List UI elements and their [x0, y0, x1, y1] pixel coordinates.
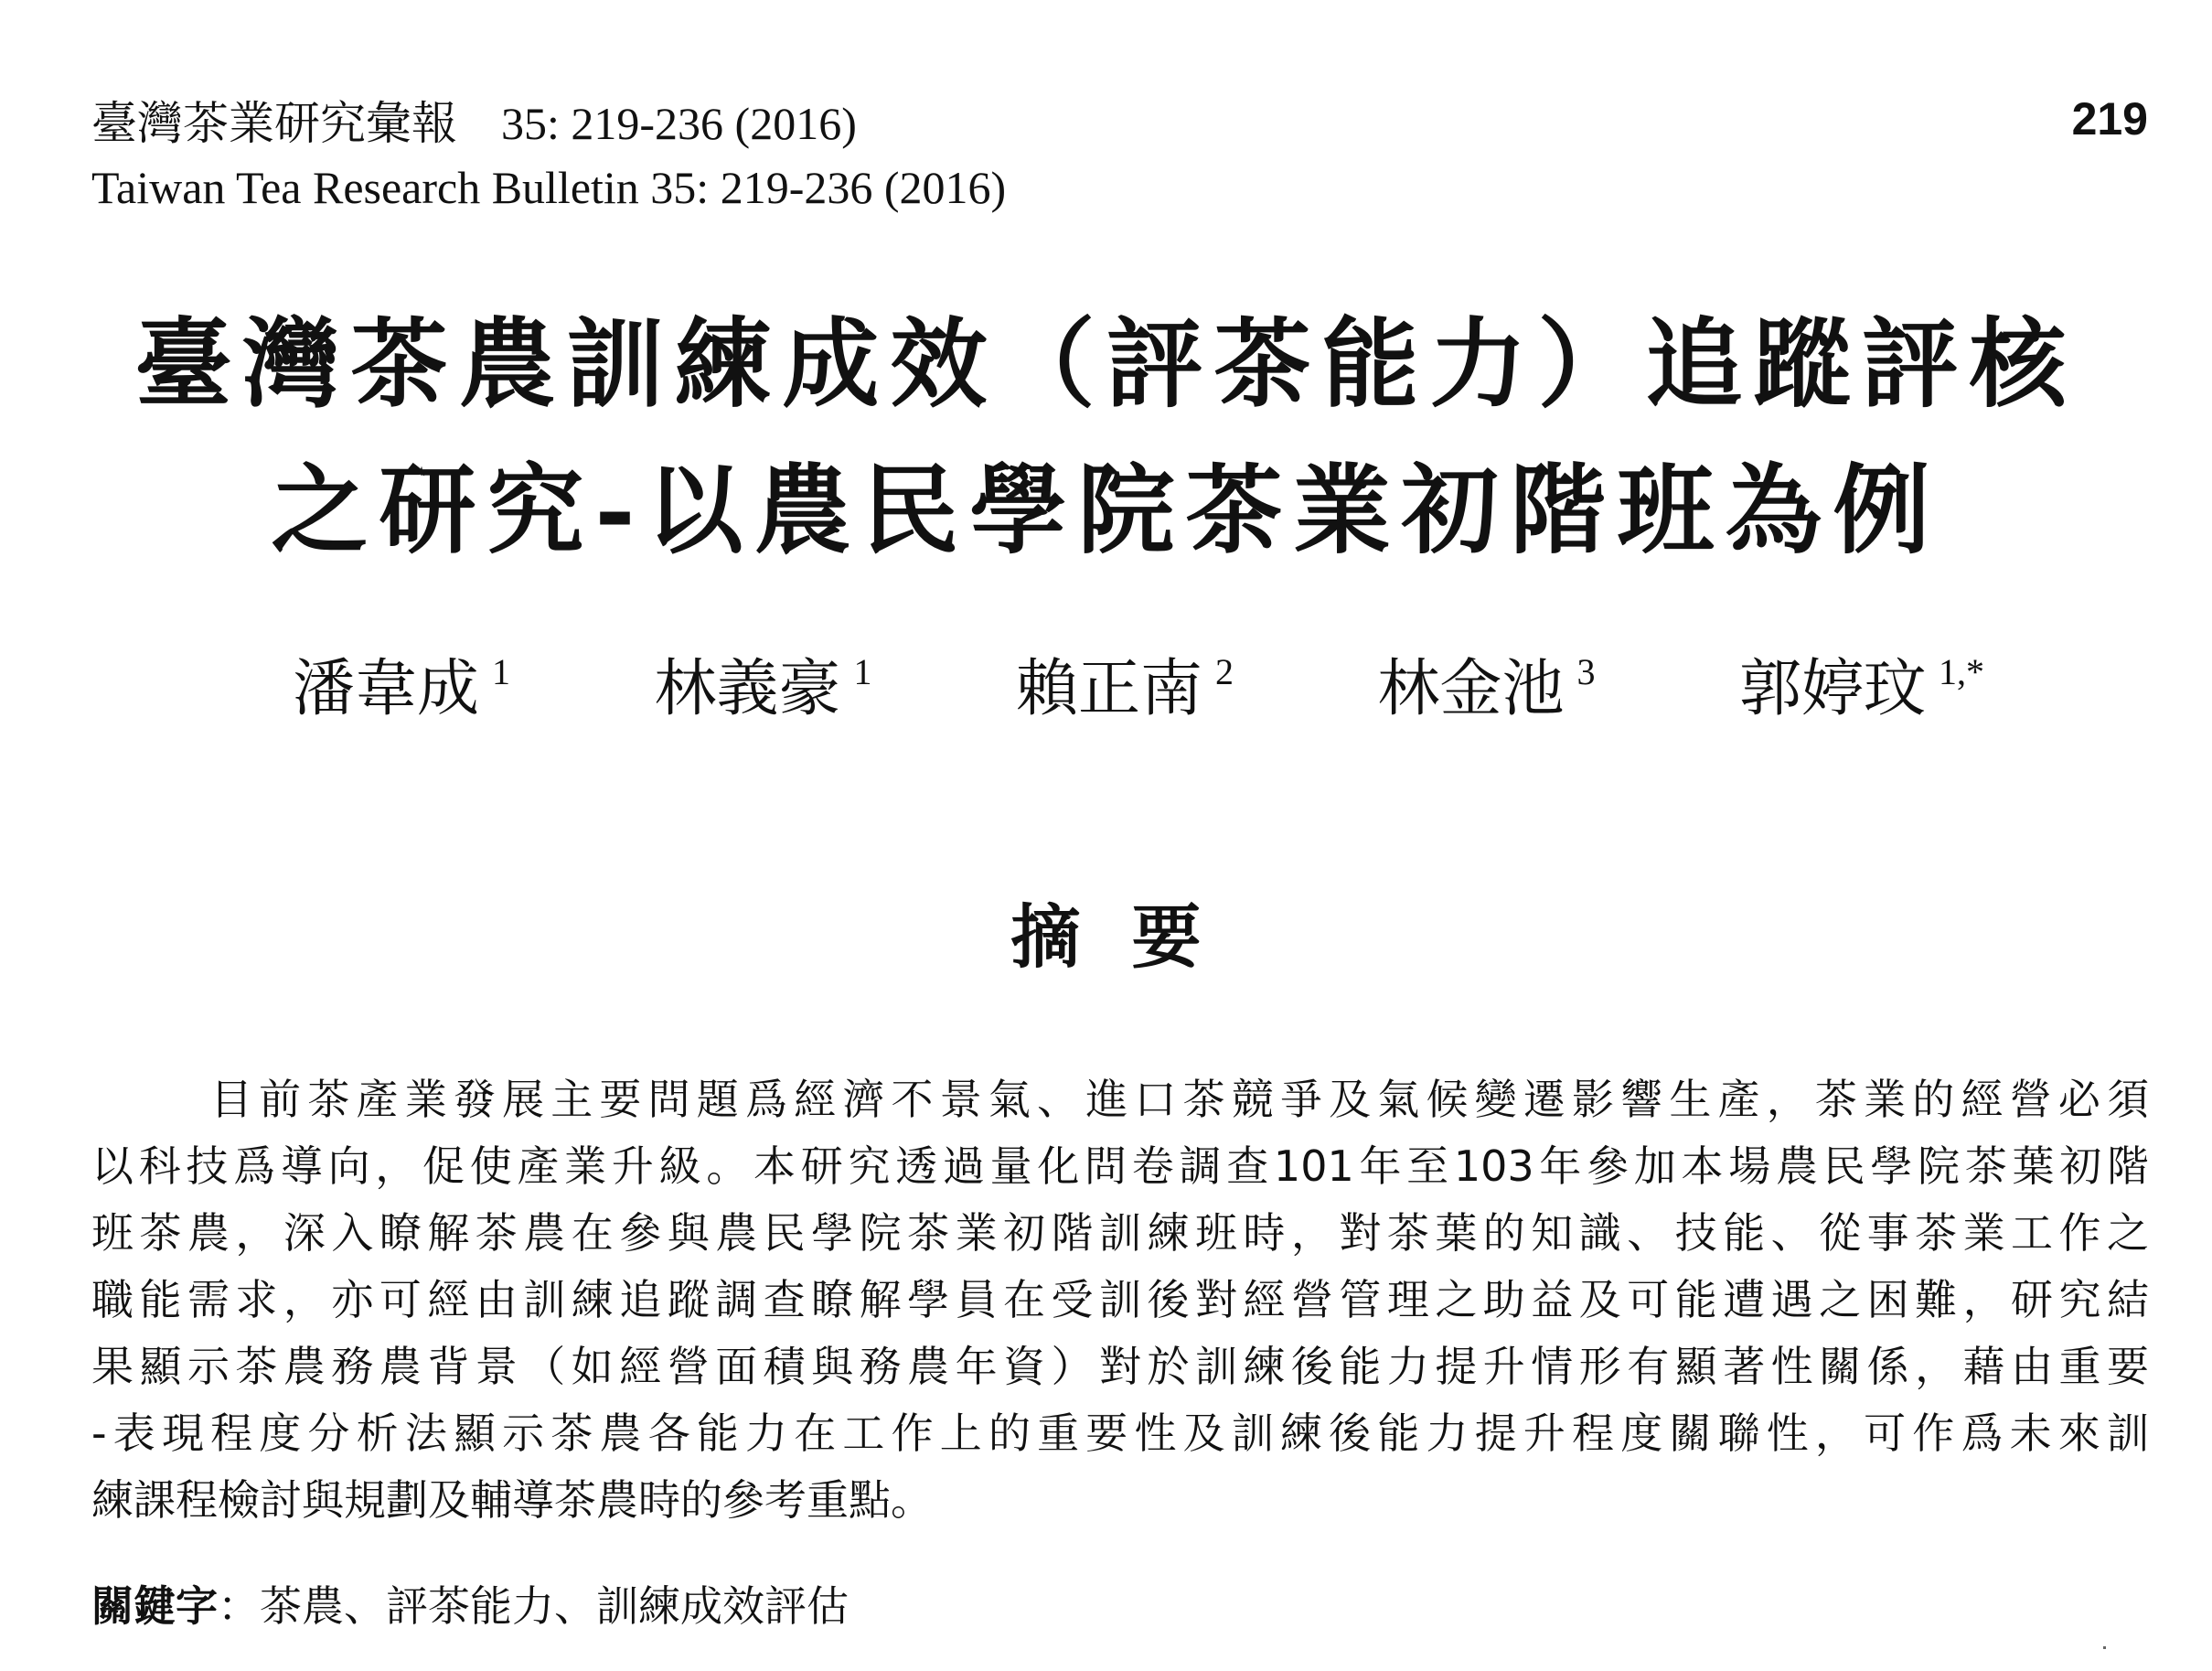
author [1016, 631, 1234, 731]
keywords-text: 茶農、評茶能力、訓練成效評估 [260, 1581, 849, 1631]
author-name: 郭婷玟 [1738, 653, 1926, 725]
author-name: 林金池 [1377, 653, 1565, 725]
author-name: 林義豪 [654, 653, 841, 725]
author [293, 631, 510, 731]
title-line-1: 臺灣茶農訓練成效（評茶能力）追蹤評核 [134, 306, 2078, 421]
title-line-2: 之研究-以農民學院茶業初階班為例 [271, 453, 1941, 567]
author [1377, 631, 1595, 731]
author [1739, 631, 1984, 731]
author-name: 潘韋成 [293, 653, 480, 725]
author-list [293, 631, 1984, 731]
journal-zh-line [91, 91, 1006, 155]
journal-zh-citation: 35: 219-236 (2016) [501, 98, 857, 149]
abstract-line: -表現程度分析法顯示茶農各能力在工作上的重要性及訓練後能力提升程度關聯性，可作爲未來訓 [91, 1409, 2149, 1458]
abstract-line: 目前茶產業發展主要問題爲經濟不景氣、進口茶競爭及氣候變遷影響生產，茶業的經營必須 [210, 1075, 2149, 1124]
author-affiliation: 1,* [1938, 651, 1984, 692]
paper-title [0, 291, 2212, 584]
abstract-body [91, 1066, 2149, 1534]
scan-speck [2103, 1646, 2106, 1649]
abstract-heading-char: 要 [1131, 896, 1202, 978]
keywords [91, 1573, 849, 1640]
journal-zh-name: 臺灣茶業研究彙報 [91, 98, 457, 149]
abstract-line: 班茶農，深入瞭解茶農在參與農民學院茶業初階訓練班時，對茶葉的知識、技能、從事茶業工作之 [91, 1208, 2149, 1258]
author-name: 賴正南 [1015, 653, 1202, 725]
keywords-label: 關鍵字 [91, 1581, 218, 1631]
author-affiliation: 1 [492, 651, 511, 692]
abstract-heading [0, 892, 2212, 983]
abstract-heading-char: 摘 [1010, 896, 1081, 978]
journal-header [91, 91, 1006, 220]
page-number: 219 [2071, 93, 2148, 145]
author-affiliation: 1 [853, 651, 872, 692]
author-affiliation: 2 [1214, 651, 1234, 692]
abstract-line: 練課程檢討與規劃及輔導茶農時的參考重點。 [91, 1475, 933, 1525]
abstract-line: 以科技爲導向，促使產業升級。本研究透過量化問卷調查101年至103年參加本場農民學院茶葉初階 [91, 1141, 2149, 1191]
abstract-line: 果顯示茶農務農背景（如經營面積與務農年資）對於訓練後能力提升情形有顯著性關係，藉由重要 [91, 1342, 2149, 1391]
author-affiliation: 3 [1576, 651, 1596, 692]
abstract-line: 職能需求，亦可經由訓練追蹤調查瞭解學員在受訓後對經營管理之助益及可能遭遇之困難，研究結 [91, 1275, 2149, 1324]
keywords-separator: ： [218, 1581, 260, 1631]
journal-en-line: Taiwan Tea Research Bulletin 35: 219-236 (2016) [91, 162, 1007, 213]
author [654, 631, 871, 731]
